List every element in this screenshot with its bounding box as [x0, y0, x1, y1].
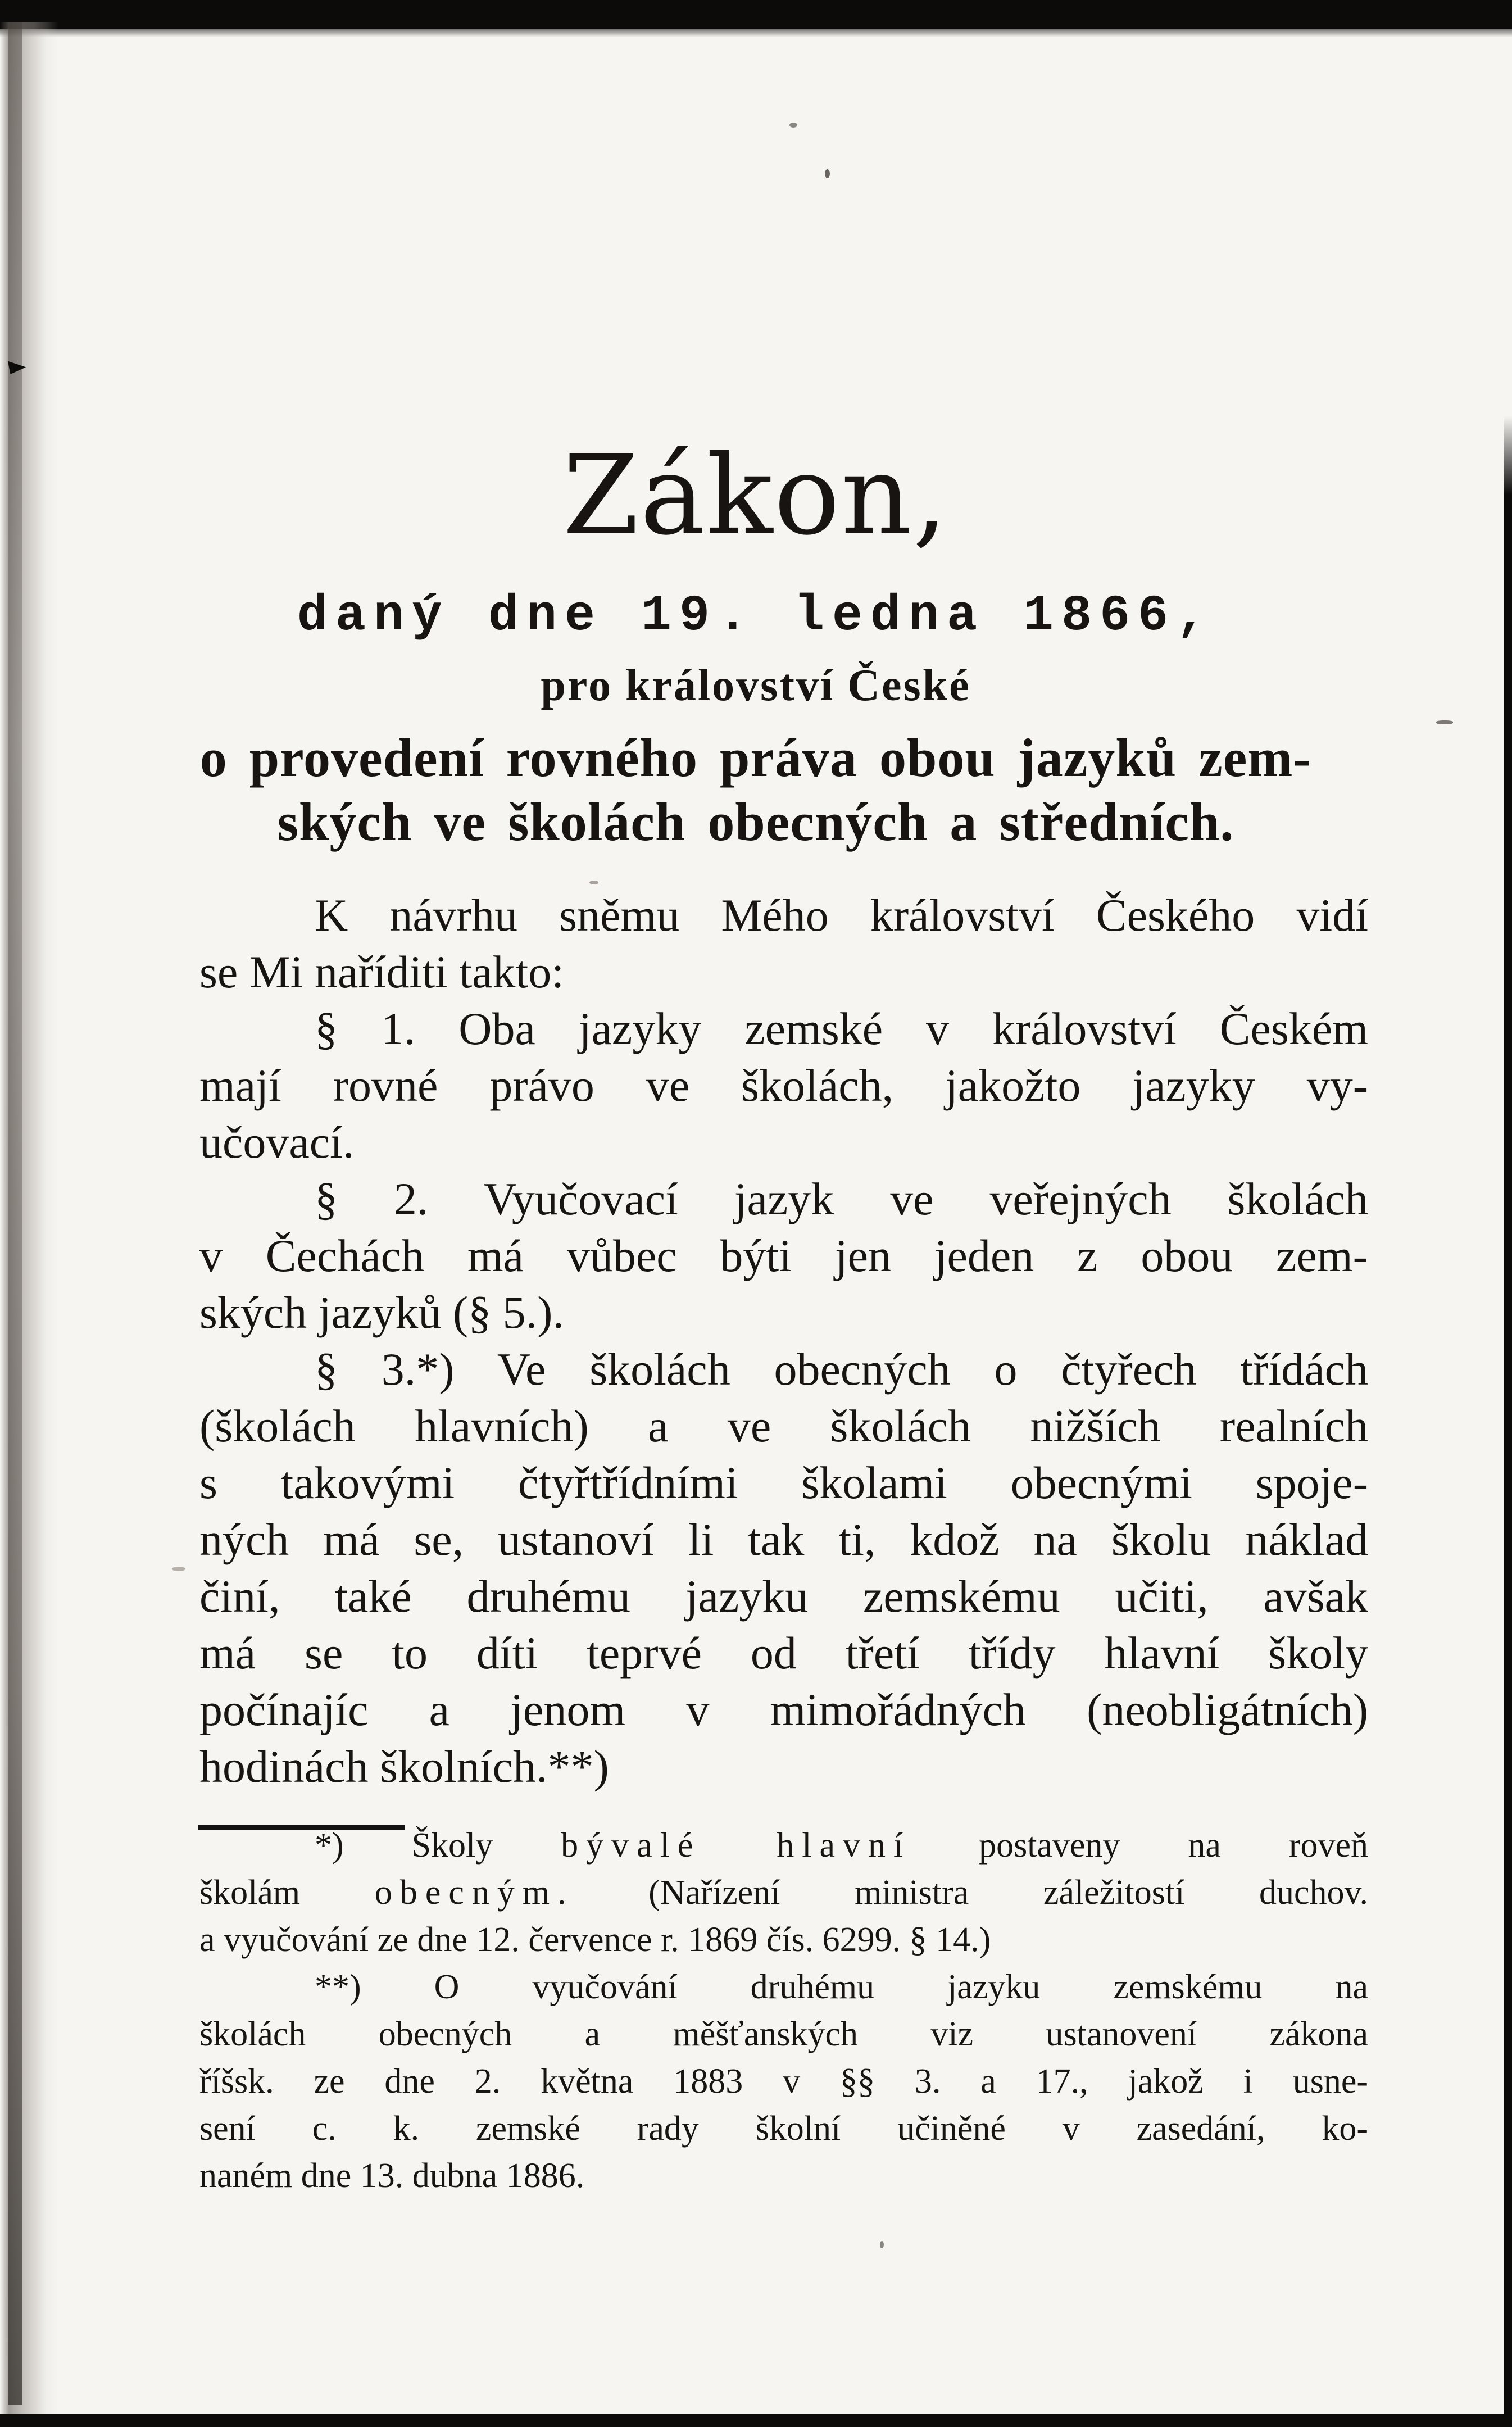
body-line: se Mi naříditi takto: — [199, 946, 565, 997]
body-line: ných má se, ustanoví li tak ti, kdož na školu náklad — [199, 1514, 1368, 1565]
footnote-line: **) O vyučování druhému jazyku zemskému na — [315, 1968, 1368, 2006]
footnotes — [199, 1822, 1368, 2199]
body-line: činí, také druhému jazyku zemskému učiti, avšak — [199, 1571, 1368, 1622]
footnote-line: sení c. k. zemské rady školní učiněné v zasedání, ko- — [199, 2110, 1368, 2148]
law-body — [199, 887, 1368, 1795]
footnote-marker-text: *) Školy — [315, 1826, 561, 1865]
footnote-line: školách obecných a měšťanských viz ustanovení zákona — [199, 2015, 1368, 2053]
body-line: v Čechách má vůbec býti jen jeden z obou zem- — [199, 1230, 1368, 1281]
date-line: daný dne 19. ledna 1866, — [297, 588, 1215, 645]
body-line: § 2. Vyučovací jazyk ve veřejných školách — [315, 1173, 1368, 1224]
noise-speck — [1436, 720, 1453, 724]
footnote-line — [199, 1869, 1368, 1916]
top-scan-edge — [0, 0, 1512, 29]
spaced-emphasis: bývalé hlavní — [561, 1826, 911, 1865]
body-line: § 3.*) Ve školách obecných o čtyřech třídách — [315, 1344, 1368, 1395]
body-line: § 1. Oba jazyky zemské v království Českém — [315, 1003, 1368, 1054]
footnote-line: a vyučování ze dne 12. července r. 1869 čís. 6299. § 14.) — [199, 1921, 991, 1959]
spaced-emphasis: obecným. — [374, 1873, 574, 1912]
body-line: (školách hlavních) a ve školách nižších realních — [199, 1400, 1368, 1451]
bottom-scan-edge — [0, 2414, 1512, 2427]
footnote-line: říšsk. ze dne 2. května 1883 v §§ 3. a 17., jakož i usne- — [199, 2062, 1368, 2101]
footnote-text: školám — [199, 1873, 375, 1912]
body-line: ských jazyků (§ 5.). — [199, 1287, 564, 1338]
footnote-text: postaveny na roveň — [911, 1826, 1369, 1865]
right-scan-edge — [1504, 495, 1512, 2427]
body-line: K návrhu sněmu Mého království Českého vidí — [315, 890, 1368, 941]
page-title: Zákon, — [562, 432, 949, 559]
noise-speck — [172, 1567, 185, 1571]
noise-speck — [880, 2241, 884, 2248]
noise-speck — [589, 881, 598, 884]
body-line: má se to díti teprvé od třetí třídy hlavní školy — [199, 1627, 1368, 1679]
subject-heading-line: ských ve školách obecných a středních. — [277, 792, 1234, 852]
noise-speck — [825, 169, 830, 178]
body-line: počínajíc a jenom v mimořádných (neobligátních) — [199, 1684, 1368, 1735]
subject-heading-line: o provedení rovného práva obou jazyků zem- — [199, 728, 1312, 788]
footnote-text: (Nařízení ministra záležitostí duchov. — [574, 1873, 1368, 1912]
jurisdiction-line: pro království České — [541, 661, 971, 710]
subject-heading — [157, 726, 1354, 854]
body-line: s takovými čtyřtřídními školami obecnými spoje- — [199, 1457, 1368, 1508]
body-line: hodinách školních.**) — [199, 1741, 609, 1792]
footnote-line: naném dne 13. dubna 1886. — [199, 2157, 585, 2195]
gutter-shadow-streak — [8, 22, 22, 2405]
noise-speck — [789, 123, 797, 128]
footnote-line — [199, 1822, 1368, 1869]
body-line: mají rovné právo ve školách, jakožto jazyky vy- — [199, 1060, 1368, 1111]
body-line: učovací. — [199, 1117, 355, 1168]
